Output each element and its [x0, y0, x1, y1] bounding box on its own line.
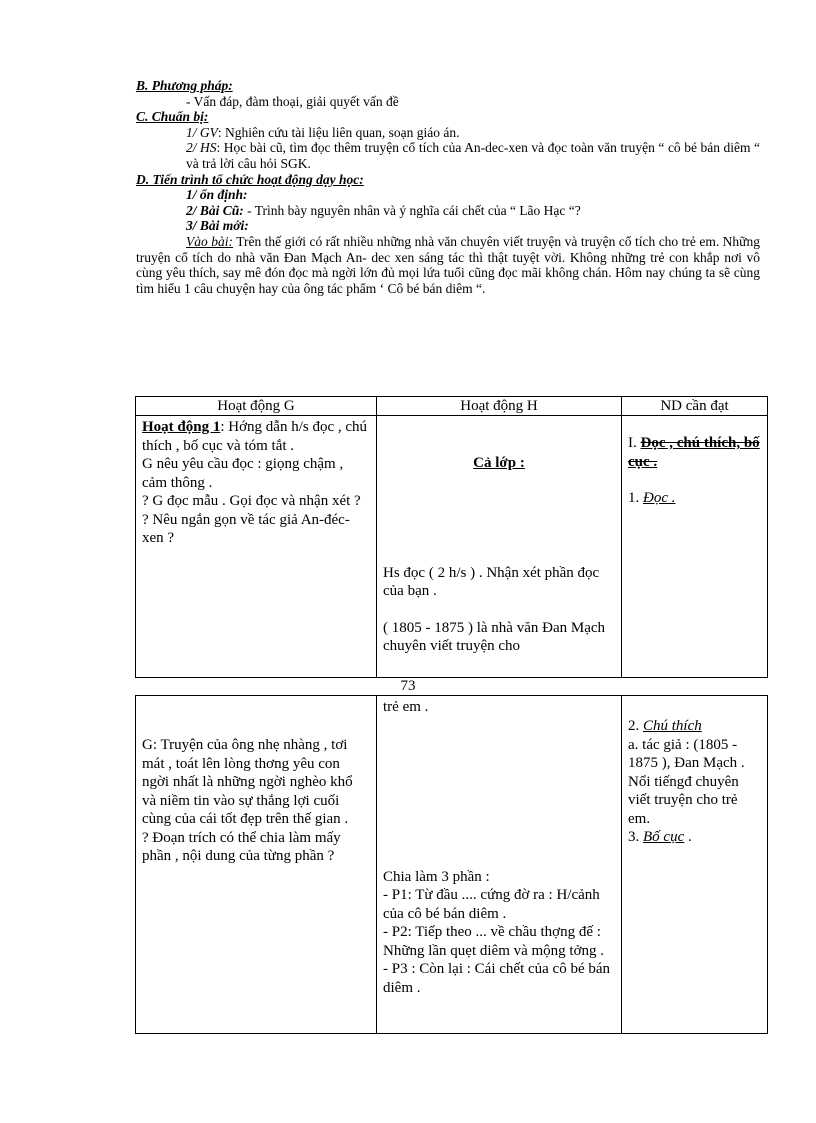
bai-cu-label: 2/ Bài Cũ:	[186, 202, 244, 218]
nd-heading: Đọc , chú thích, bố cục .	[628, 435, 760, 470]
teacher-line: G: Truyện của ông nhẹ nhàng , tơi mát , toát lên lòng thơng yêu con ngời nhất là những ngời nghèo khổ và niềm tin vào sự thắng lợi cuối cùng của cái tốt đẹp trên thế gian .	[142, 737, 353, 827]
nd-chu-thich: Chú thích	[643, 718, 702, 734]
section-b-line: - Vấn đáp, đàm thoại, giải quyết vấn đề	[186, 93, 399, 109]
student-line: - P2: Tiếp theo ... về chầu thợng đế : Những lần quẹt diêm và mộng tởng .	[383, 924, 605, 959]
student-activity-cell	[377, 696, 622, 1034]
activity-title: Hoạt động 1	[142, 419, 221, 435]
gv-label: 1/ GV	[186, 124, 218, 140]
student-line: Chia làm 3 phần :	[383, 868, 490, 885]
hs-label: 2/ HS	[186, 140, 217, 156]
nd-item-prefix: 1.	[628, 490, 640, 506]
ca-lop-heading: Cả lớp :	[473, 455, 525, 471]
section-c-title: C. Chuẩn bị:	[136, 109, 209, 125]
teacher-activity-cell	[136, 416, 377, 678]
student-line: - P1: Từ đầu .... cứng đờ ra : H/cảnh của cô bé bán diêm .	[383, 887, 600, 922]
teacher-activity-cell	[136, 696, 377, 1034]
section-b-title: B. Phương pháp:	[136, 78, 233, 93]
table-row	[136, 696, 768, 1034]
teacher-line: ? Đoạn trích có thể chia làm mấy phần , nội dung của từng phần ?	[142, 829, 341, 864]
section-d-title: D. Tiến trình tổ chức hoạt động dạy học:	[136, 171, 364, 187]
header-nd-can-dat: ND cần đạt	[622, 397, 768, 416]
student-line: Hs đọc ( 2 h/s ) . Nhận xét phần đọc của bạn .	[383, 564, 600, 599]
bai-cu-text: - Trình bày nguyên nhân và ý nghĩa cái chết của “ Lão Hạc “?	[243, 202, 581, 218]
content-cell	[622, 696, 768, 1034]
lesson-header-section	[136, 78, 760, 296]
activity-table-part2	[135, 695, 768, 1034]
header-hoat-dong-h: Hoạt động H	[377, 397, 622, 416]
activity-table-part1	[135, 396, 768, 678]
teacher-line: ? Nêu ngắn gọn về tác giả An-đéc-xen ?	[142, 511, 350, 546]
gv-text: : Nghiên cứu tài liệu liên quan, soạn giáo án.	[217, 124, 460, 140]
bai-moi-label: 3/ Bài mới:	[186, 218, 249, 234]
student-line: - P3 : Còn lại : Cái chết của cô bé bán diêm .	[383, 961, 611, 996]
table-row	[136, 416, 768, 678]
teacher-line: G nêu yêu cầu đọc : giọng chậm , cảm thông .	[142, 456, 344, 491]
nd-3-prefix: 3.	[628, 829, 640, 845]
student-activity-cell	[377, 416, 622, 678]
nd-heading-prefix: I.	[628, 435, 637, 451]
header-hoat-dong-g: Hoạt động G	[136, 397, 377, 416]
hs-text: : Học bài cũ, tìm đọc thêm truyện cổ tích của An-dec-xen và đọc toàn văn truyện “ cô bé bán diêm “ và trả lời câu hỏi SGK.	[186, 140, 760, 171]
page-number: 73	[400, 678, 416, 694]
student-line: trẻ em .	[383, 699, 429, 715]
student-line: ( 1805 - 1875 ) là nhà văn Đan Mạch chuyên viết truyện cho	[383, 619, 606, 654]
table-header-row	[136, 397, 768, 416]
nd-3-suffix: .	[684, 829, 692, 845]
vao-bai-label: Vào bài:	[186, 233, 233, 249]
nd-item-doc: Đọc .	[643, 490, 676, 506]
nd-bo-cuc: Bố cục	[643, 829, 685, 845]
nd-2-prefix: 2.	[628, 718, 640, 734]
vao-bai-text: Trên thế giới có rất nhiều những nhà văn chuyên viết truyện và truyện cổ tích cho trẻ em. Những truyện cổ tích do nhà văn Đan Mạch An- dec xen sáng tác thì thật tuyệt vời. Không những trẻ con khắp nơi vô cùng yêu thích, say mê đón đọc mà ngời lớn đủ mọi lứa tuổi cũng đọc mãi không chán. Hôm nay chúng ta sẽ cùng tìm hiểu 1 câu chuyện hay của ông tác phẩm ‘ Cô bé bán diêm “.	[136, 233, 760, 296]
content-cell	[622, 416, 768, 678]
teacher-line: : Hớng dẫn h/s đọc , chú thích , bố cục và tóm tắt .	[142, 419, 368, 454]
teacher-line: ? G đọc mẫu . Gọi đọc và nhận xét ?	[142, 493, 361, 509]
nd-tac-gia: a. tác giả : (1805 - 1875 ), Đan Mạch . Nổi tiếngđ chuyên viết truyện cho trẻ em.	[628, 736, 745, 827]
on-dinh-label: 1/ ổn định:	[186, 187, 248, 203]
